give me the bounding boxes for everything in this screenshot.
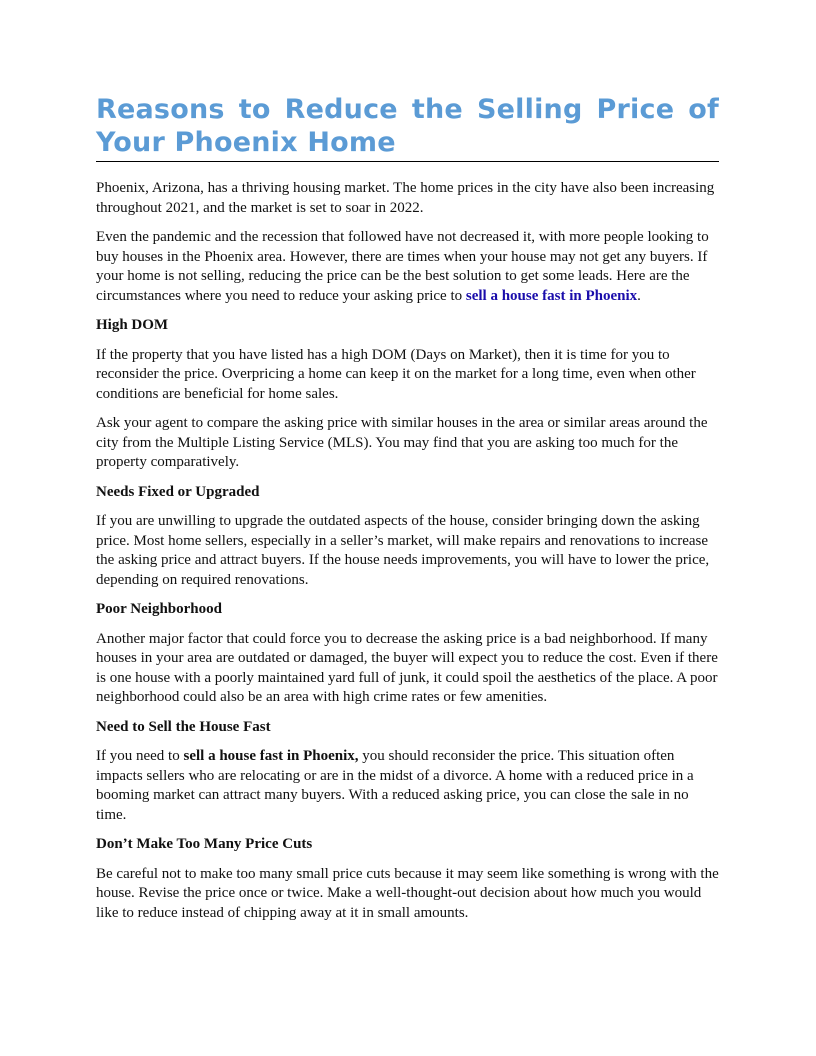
sell-fast-text-end: you should reconsider the price. This situation often impacts sellers who are relocating or are in the midst of a divorce. A home with a reduced price in a booming market can attract many buyers. With a reduced asking price, you can close the sale in no time. [96, 748, 694, 823]
intro-paragraph-2-text: Even the pandemic and the recession that followed have not decreased it, with more people looking to buy houses in the Phoenix area. However, there are times when your house may not get any buyers. If your home is not selling, reducing the price can be the best solution to get some leads. Here are the circumstances where you need to reduce your asking price to [96, 229, 709, 304]
sell-fast-paragraph [96, 747, 719, 825]
sell-house-fast-link[interactable]: sell a house fast in Phoenix [465, 287, 638, 304]
price-cuts-paragraph: Be careful not to make too many small price cuts because it may seem like something is wrong with the house. Revise the price once or twice. Make a well-thought-out decision about how much you would like to reduce instead of chipping away at it in small amounts. [96, 865, 719, 921]
page-title: Reasons to Reduce the Selling Price of Your Phoenix Home [96, 93, 719, 162]
intro-paragraph-2 [96, 228, 719, 306]
poor-neighborhood-paragraph: Another major factor that could force you to decrease the asking price is a bad neighborhood. If many houses in your area are outdated or damaged, the buyer will expect you to reduce the cost. Even if there is one house with a poorly maintained yard full of junk, it could spoil the aesthetics of the place. A poor neighborhood could also be an area with high crime rates or few amenities. [96, 630, 718, 705]
needs-fixed-paragraph: If you are unwilling to upgrade the outdated aspects of the house, consider bringing down the asking price. Most home sellers, especially in a seller’s market, will make repairs and renovations to increase the asking price and attract buyers. If the house needs improvements, you will have to lower the price, depending on required renovations. [96, 513, 710, 588]
sell-fast-bold: sell a house fast in Phoenix, [183, 748, 359, 764]
heading-sell-fast: Need to Sell the House Fast [96, 718, 271, 735]
heading-needs-fixed: Needs Fixed or Upgraded [96, 483, 260, 500]
intro-paragraph-1: Phoenix, Arizona, has a thriving housing market. The home prices in the city have also been increasing throughout 2021, and the market is set to soar in 2022. [96, 180, 715, 216]
heading-price-cuts: Don’t Make Too Many Price Cuts [96, 836, 313, 852]
high-dom-paragraph-2: Ask your agent to compare the asking price with similar houses in the area or similar areas around the city from the Multiple Listing Service (MLS). You may find that you are asking too much for the property comparatively. [96, 415, 708, 470]
intro-paragraph-2-end: . [637, 287, 641, 304]
sell-fast-text-start: If you need to [96, 748, 184, 764]
heading-poor-neighborhood: Poor Neighborhood [96, 601, 222, 617]
high-dom-paragraph-1: If the property that you have listed has a high DOM (Days on Market), then it is time for you to reconsider the price. Overpricing a home can keep it on the market for a long time, even when other conditions are beneficial for home sales. [96, 346, 696, 402]
heading-high-dom: High DOM [96, 317, 169, 333]
document-page [96, 93, 719, 933]
